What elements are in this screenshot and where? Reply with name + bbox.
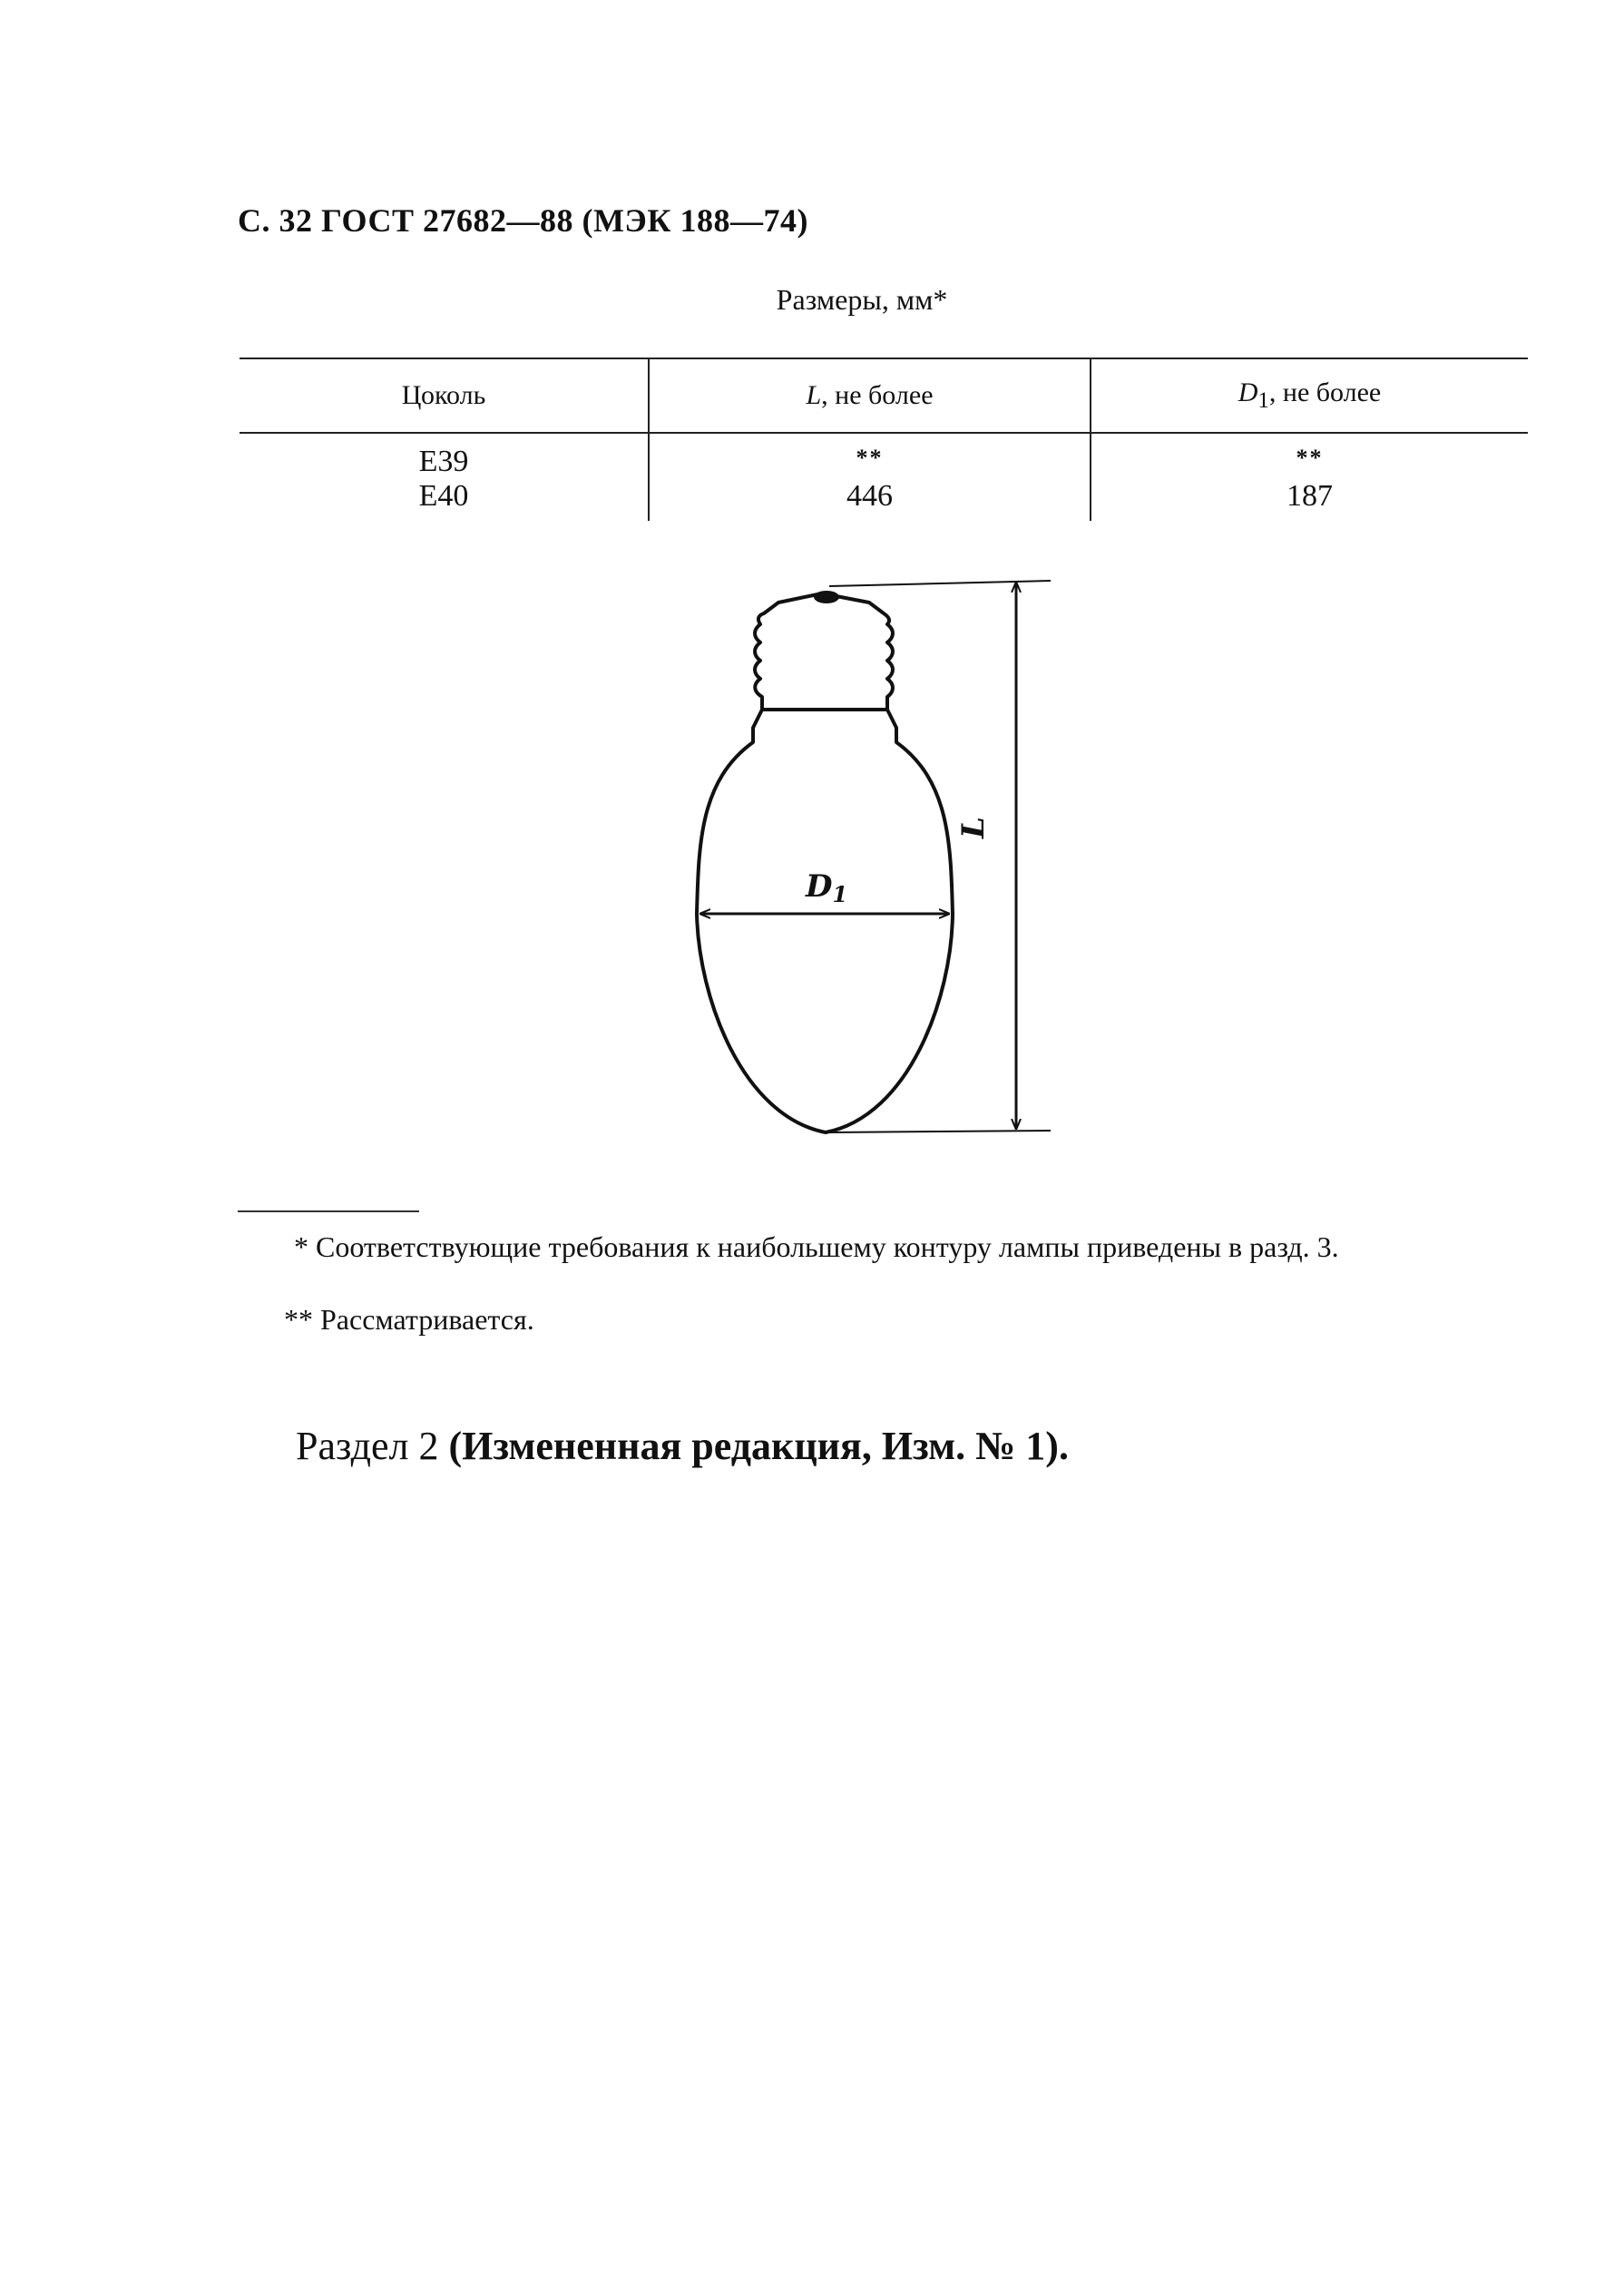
length-suffix: , не более	[821, 380, 934, 410]
table-caption-text: Размеры, мм*	[776, 283, 948, 316]
column-header-diameter	[1091, 358, 1528, 433]
lamp-contact-tip	[814, 591, 839, 603]
cell-length: 446	[649, 479, 1091, 521]
footnote-1: * Соответствующие требования к наибольшему контуру лампы приведены в разд. 3.	[294, 1230, 1339, 1263]
diameter-label: D1	[806, 868, 848, 907]
footnote-separator	[238, 1210, 419, 1212]
diameter-subscript: 1	[1257, 388, 1269, 413]
diameter-variable: D	[1238, 377, 1258, 407]
cell-diameter: 187	[1091, 479, 1528, 521]
table-caption	[0, 283, 1624, 317]
cell-base: E39	[418, 445, 469, 478]
lamp-base-outline	[755, 593, 893, 710]
column-header-base: Цоколь	[240, 358, 649, 433]
diameter-suffix: , не более	[1268, 377, 1382, 407]
cell-base: E40	[418, 479, 469, 513]
table-header-row	[240, 358, 1528, 433]
length-variable: L	[806, 380, 822, 410]
lamp-figure	[635, 570, 1089, 1160]
footnote-2: ** Рассматривается.	[284, 1303, 534, 1336]
section-note-prefix: Раздел 2	[296, 1424, 449, 1468]
cell-diameter: **	[1091, 433, 1528, 479]
table-row	[240, 479, 1528, 521]
page-header: С. 32 ГОСТ 27682—88 (МЭК 188—74)	[238, 202, 808, 239]
section-note	[296, 1423, 1069, 1469]
length-label: L	[955, 817, 992, 838]
table-row	[240, 433, 1528, 479]
lamp-bulb-outline	[697, 710, 953, 1132]
section-note-amendment: (Измененная редакция, Изм. № 1).	[448, 1424, 1069, 1468]
dimensions-table	[240, 358, 1528, 521]
column-header-length	[649, 358, 1091, 433]
cell-length: **	[649, 433, 1091, 479]
